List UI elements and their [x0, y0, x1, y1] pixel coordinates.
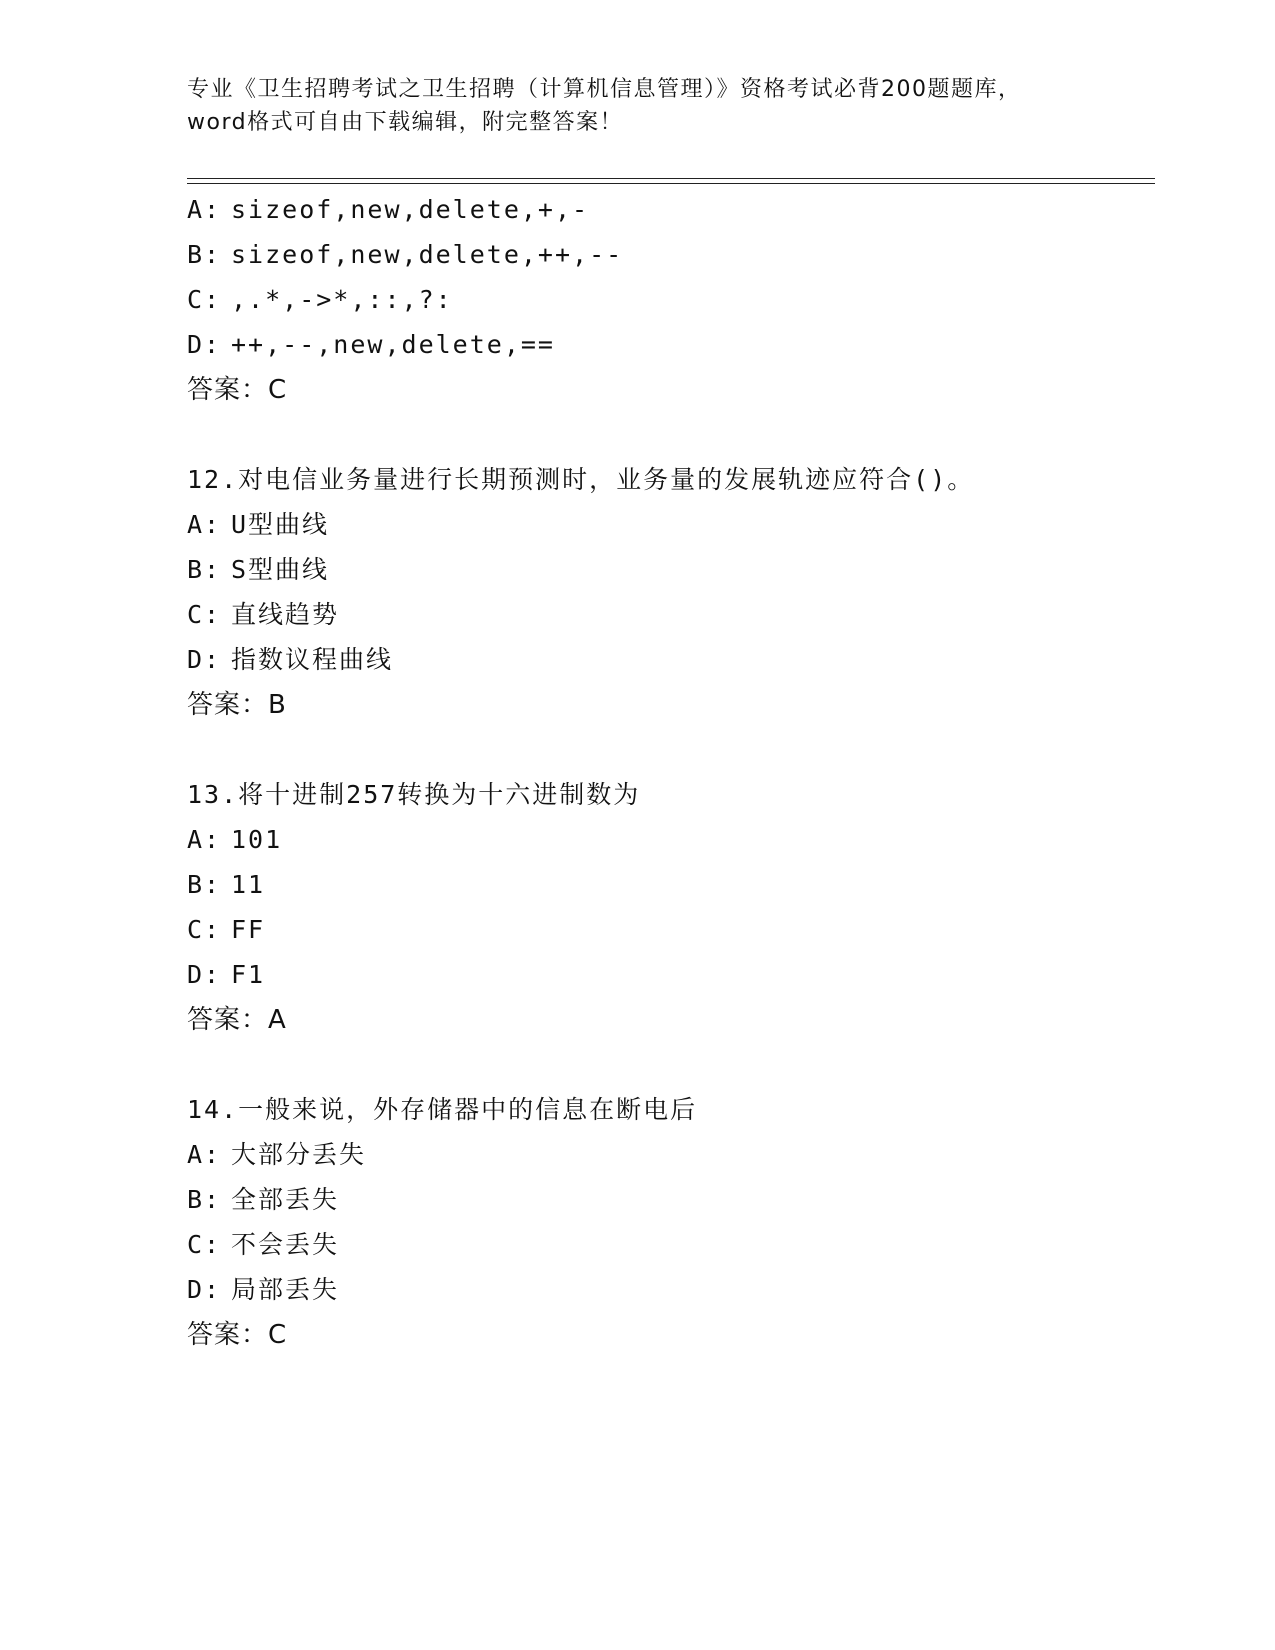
q13-option-b: B: 11: [187, 870, 266, 899]
q13-answer: 答案：A: [187, 1005, 287, 1035]
q12-option-d: D: 指数议程曲线: [187, 645, 394, 674]
q12-option-a: A: U型曲线: [187, 510, 330, 539]
q12-option-b: B: S型曲线: [187, 555, 330, 584]
q11-option-a: A: sizeof,new,delete,+,-: [187, 195, 590, 224]
q11-option-b: B: sizeof,new,delete,++,--: [187, 240, 624, 269]
q12-answer: 答案：B: [187, 690, 287, 720]
q13-option-d: D: F1: [187, 960, 266, 989]
document-header: [187, 73, 1087, 139]
q14-question: 14.一般来说，外存储器中的信息在断电后: [187, 1095, 698, 1124]
q13-option-c: C: FF: [187, 915, 266, 944]
header-divider-top: [187, 178, 1155, 179]
q14-answer: 答案：C: [187, 1320, 288, 1350]
q12-question: 12.对电信业务量进行长期预测时，业务量的发展轨迹应符合()。: [187, 465, 975, 494]
header-line-2: word格式可自由下载编辑，附完整答案！: [187, 110, 624, 135]
q14-option-a: A: 大部分丢失: [187, 1140, 367, 1169]
q11-answer: 答案：C: [187, 375, 288, 405]
q14-option-c: C: 不会丢失: [187, 1230, 340, 1259]
q13-question: 13.将十进制257转换为十六进制数为: [187, 780, 641, 809]
header-line-1: 专业《卫生招聘考试之卫生招聘（计算机信息管理）》资格考试必背200题题库，: [187, 77, 1022, 102]
q14-option-b: B: 全部丢失: [187, 1185, 340, 1214]
header-divider-bottom: [187, 183, 1155, 184]
q13-option-a: A: 101: [187, 825, 283, 854]
q11-option-c: C: ,.*,->*,::,?:: [187, 285, 453, 314]
q14-option-d: D: 局部丢失: [187, 1275, 340, 1304]
q12-option-c: C: 直线趋势: [187, 600, 340, 629]
q11-option-d: D: ++,--,new,delete,==: [187, 330, 555, 359]
